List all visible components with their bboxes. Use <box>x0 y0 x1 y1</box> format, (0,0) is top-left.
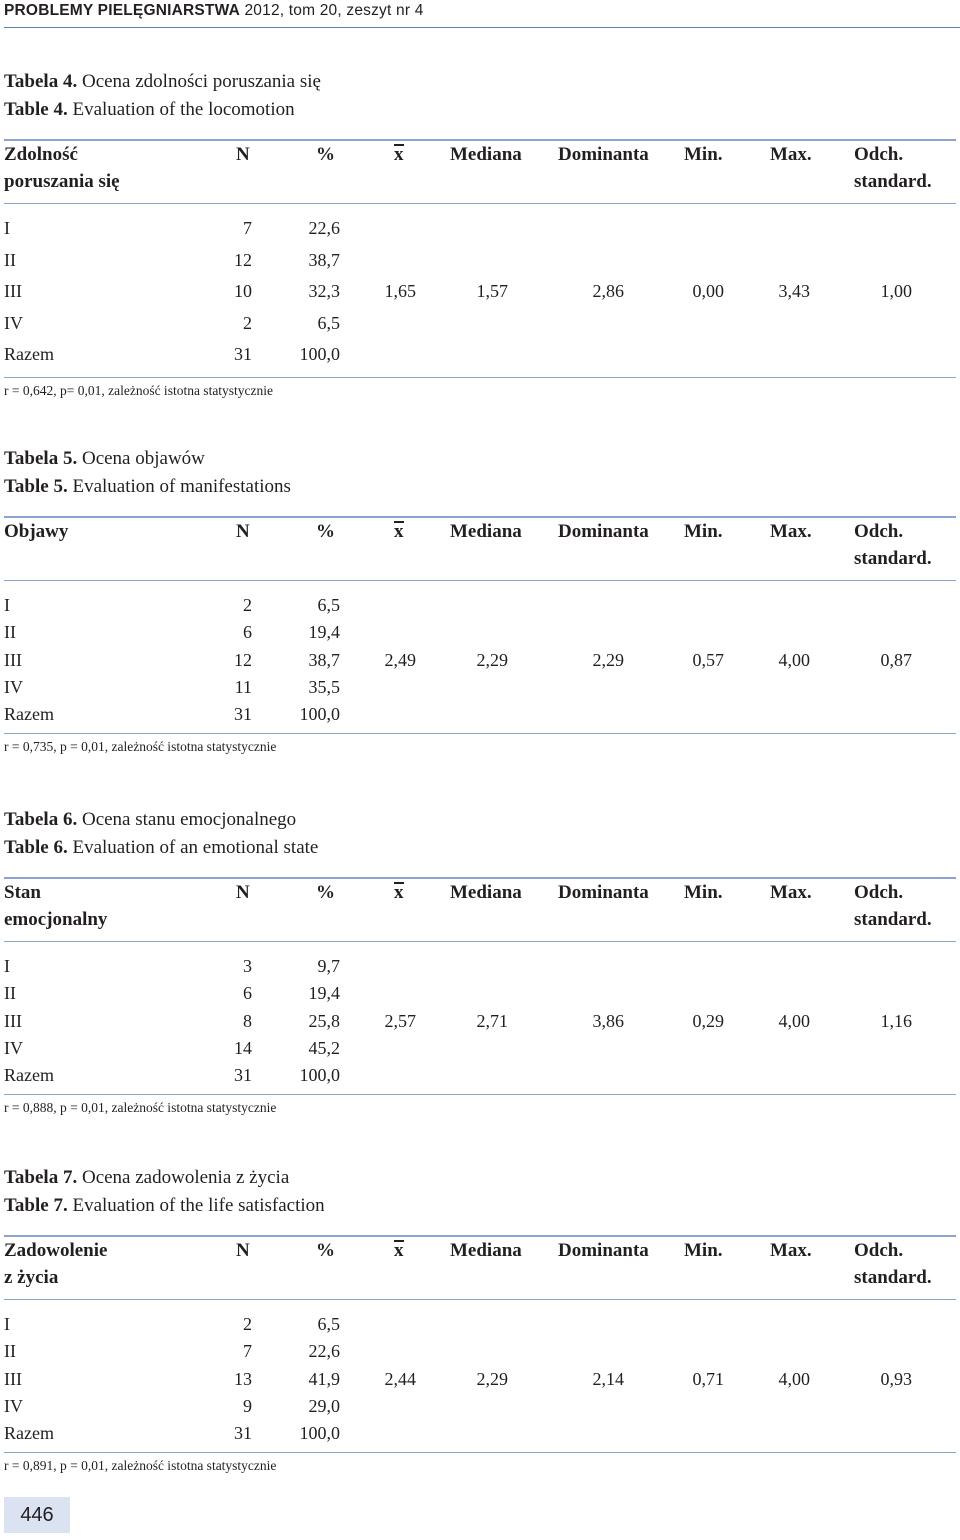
data-table <box>4 516 956 776</box>
row-n: 2 <box>243 595 252 615</box>
stat-median: 2,29 <box>476 649 508 670</box>
sd-header: Odch. <box>854 521 904 542</box>
table-note: r = 0,888, p = 0,01, zależność istotna statystycznie <box>4 1099 277 1115</box>
row-percent: 32,3 <box>308 281 340 301</box>
table-note: r = 0,891, p = 0,01, zależność istotna statystycznie <box>4 1457 277 1473</box>
table-title-en: Evaluation of manifestations <box>67 476 291 497</box>
row-category: Razem <box>4 704 54 725</box>
row-n: 7 <box>243 218 252 238</box>
dominanta-header: Dominanta <box>558 144 649 165</box>
table-rule <box>4 1299 956 1300</box>
mean-symbol: x <box>394 521 404 542</box>
mean-header <box>394 518 404 545</box>
stat-mode: 3,86 <box>592 1010 624 1031</box>
median-header: Mediana <box>450 1240 522 1261</box>
first-column-header-line2: z życia <box>4 1267 59 1288</box>
table-note: r = 0,642, p= 0,01, zależność istotna statystycznie <box>4 382 274 398</box>
n-header: N <box>236 521 250 542</box>
percent-header: % <box>316 1240 335 1261</box>
data-table <box>4 139 956 399</box>
row-category: III <box>4 649 22 670</box>
max-header: Max. <box>770 521 812 542</box>
row-percent: 6,5 <box>317 1314 340 1334</box>
row-category: III <box>4 1368 22 1389</box>
row-n: 2 <box>243 1314 252 1334</box>
percent-header: % <box>316 521 335 542</box>
row-n: 2 <box>243 312 252 333</box>
stat-min: 0,29 <box>692 1010 724 1031</box>
row-n: 10 <box>234 281 252 301</box>
journal-name: PROBLEMY PIELĘGNIARSTWA <box>4 2 240 19</box>
journal-issue: 2012, tom 20, zeszyt nr 4 <box>239 2 424 19</box>
row-category: IV <box>4 676 23 697</box>
row-percent: 6,5 <box>317 312 340 333</box>
min-header: Min. <box>684 144 723 165</box>
stat-min: 0,71 <box>692 1368 724 1389</box>
table-title-pl: Ocena objawów <box>77 448 205 469</box>
percent-header: % <box>316 144 335 165</box>
sd-header-line2: standard. <box>854 909 932 930</box>
table-title-pl: Ocena zdolności poruszania się <box>77 71 321 92</box>
median-header: Mediana <box>450 521 522 542</box>
min-header: Min. <box>684 521 723 542</box>
percent-header: % <box>316 882 335 903</box>
table-label-pl: Tabela 7. <box>4 1167 78 1188</box>
stat-mode: 2,86 <box>592 281 624 301</box>
row-n: 31 <box>234 1065 252 1086</box>
data-table <box>4 877 956 1137</box>
row-category: Razem <box>4 344 54 364</box>
row-percent: 19,4 <box>308 983 340 1004</box>
stat-sd: 1,00 <box>880 281 912 301</box>
stat-sd: 0,87 <box>880 649 912 670</box>
row-category: I <box>4 595 10 615</box>
row-percent: 35,5 <box>308 676 340 697</box>
table-label-pl: Tabela 5. <box>4 448 78 469</box>
table-title-pl: Ocena stanu emocjonalnego <box>77 809 297 830</box>
row-category: II <box>4 983 16 1004</box>
stat-median: 2,71 <box>476 1010 508 1031</box>
row-percent: 19,4 <box>308 622 340 643</box>
row-category: I <box>4 956 10 976</box>
first-column-header: Stan <box>4 882 41 903</box>
stat-mode: 2,14 <box>592 1368 624 1389</box>
n-header: N <box>236 144 250 165</box>
table-rule <box>4 1094 956 1095</box>
median-header: Mediana <box>450 882 522 903</box>
row-percent: 45,2 <box>308 1037 340 1058</box>
row-percent: 38,7 <box>308 649 340 670</box>
table-rule <box>4 377 956 378</box>
table-label-en: Table 7. <box>4 1195 68 1216</box>
row-n: 31 <box>234 1423 252 1444</box>
first-column-header: Objawy <box>4 521 69 542</box>
row-percent: 100,0 <box>299 344 340 364</box>
row-percent: 22,6 <box>308 218 340 238</box>
row-n: 8 <box>243 1010 252 1031</box>
row-n: 14 <box>234 1037 252 1058</box>
stat-mode: 2,29 <box>592 649 624 670</box>
mean-header <box>394 879 404 906</box>
row-n: 6 <box>243 622 252 643</box>
row-percent: 41,9 <box>308 1368 340 1389</box>
data-table <box>4 1235 956 1495</box>
table-rule <box>4 1452 956 1453</box>
mean-header <box>394 1237 404 1264</box>
table-caption <box>4 445 291 501</box>
table-caption <box>4 806 318 862</box>
row-category: Razem <box>4 1423 54 1444</box>
row-n: 31 <box>234 704 252 725</box>
mean-symbol: x <box>394 882 404 903</box>
row-category: IV <box>4 1395 23 1416</box>
table-rule <box>4 733 956 734</box>
sd-header: Odch. <box>854 144 904 165</box>
row-n: 6 <box>243 983 252 1004</box>
table-label-pl: Tabela 4. <box>4 71 78 92</box>
row-category: I <box>4 218 10 238</box>
row-category: IV <box>4 1037 23 1058</box>
first-column-header: Zdolność <box>4 144 78 165</box>
table-rule <box>4 203 956 204</box>
table-title-en: Evaluation of the life satisfaction <box>67 1195 325 1216</box>
row-n: 3 <box>243 956 252 976</box>
table-title-en: Evaluation of an emotional state <box>67 837 319 858</box>
row-category: IV <box>4 312 23 333</box>
sd-header-line2: standard. <box>854 171 932 192</box>
row-category: Razem <box>4 1065 54 1086</box>
row-percent: 9,7 <box>317 956 340 976</box>
row-n: 12 <box>234 249 252 270</box>
row-percent: 6,5 <box>317 595 340 615</box>
sd-header: Odch. <box>854 1240 904 1261</box>
stat-mean: 2,44 <box>384 1368 416 1389</box>
mean-symbol: x <box>394 144 404 165</box>
row-percent: 38,7 <box>308 249 340 270</box>
stat-max: 3,43 <box>778 281 810 301</box>
row-n: 12 <box>234 649 252 670</box>
table-caption <box>4 68 321 124</box>
stat-min: 0,57 <box>692 649 724 670</box>
stat-max: 4,00 <box>778 649 810 670</box>
running-head <box>4 2 424 20</box>
max-header: Max. <box>770 1240 812 1261</box>
n-header: N <box>236 1240 250 1261</box>
row-category: II <box>4 622 16 643</box>
row-category: I <box>4 1314 10 1334</box>
n-header: N <box>236 882 250 903</box>
row-n: 13 <box>234 1368 252 1389</box>
stat-mean: 2,49 <box>384 649 416 670</box>
table-label-en: Table 6. <box>4 837 68 858</box>
stat-max: 4,00 <box>778 1368 810 1389</box>
row-category: II <box>4 249 16 270</box>
dominanta-header: Dominanta <box>558 1240 649 1261</box>
max-header: Max. <box>770 882 812 903</box>
first-column-header-line2: emocjonalny <box>4 909 108 930</box>
table-note: r = 0,735, p = 0,01, zależność istotna statystycznie <box>4 738 277 754</box>
stat-mean: 2,57 <box>384 1010 416 1031</box>
row-percent: 25,8 <box>308 1010 340 1031</box>
min-header: Min. <box>684 882 723 903</box>
row-percent: 100,0 <box>299 704 340 725</box>
row-n: 9 <box>243 1395 252 1416</box>
row-n: 11 <box>234 676 252 697</box>
stat-sd: 1,16 <box>880 1010 912 1031</box>
row-n: 31 <box>234 344 252 364</box>
stat-median: 1,57 <box>476 281 508 301</box>
table-label-en: Table 5. <box>4 476 68 497</box>
page-number: 446 <box>4 1497 70 1533</box>
row-percent: 100,0 <box>299 1423 340 1444</box>
stat-mean: 1,65 <box>384 281 416 301</box>
min-header: Min. <box>684 1240 723 1261</box>
max-header: Max. <box>770 144 812 165</box>
row-percent: 100,0 <box>299 1065 340 1086</box>
row-n: 7 <box>243 1341 252 1362</box>
mean-symbol: x <box>394 1240 404 1261</box>
table-title-pl: Ocena zadowolenia z życia <box>77 1167 290 1188</box>
stat-min: 0,00 <box>692 281 724 301</box>
median-header: Mediana <box>450 144 522 165</box>
mean-header <box>394 141 404 168</box>
row-percent: 22,6 <box>308 1341 340 1362</box>
sd-header-line2: standard. <box>854 1267 932 1288</box>
table-title-en: Evaluation of the locomotion <box>67 99 295 120</box>
row-percent: 29,0 <box>308 1395 340 1416</box>
first-column-header-line2: poruszania się <box>4 171 120 192</box>
dominanta-header: Dominanta <box>558 882 649 903</box>
stat-sd: 0,93 <box>880 1368 912 1389</box>
table-rule <box>4 580 956 581</box>
row-category: III <box>4 281 22 301</box>
stat-max: 4,00 <box>778 1010 810 1031</box>
first-column-header: Zadowolenie <box>4 1240 108 1261</box>
table-label-en: Table 4. <box>4 99 68 120</box>
table-caption <box>4 1164 325 1220</box>
row-category: III <box>4 1010 22 1031</box>
sd-header-line2: standard. <box>854 548 932 569</box>
table-rule <box>4 941 956 942</box>
dominanta-header: Dominanta <box>558 521 649 542</box>
row-category: II <box>4 1341 16 1362</box>
table-label-pl: Tabela 6. <box>4 809 78 830</box>
sd-header: Odch. <box>854 882 904 903</box>
stat-median: 2,29 <box>476 1368 508 1389</box>
header-rule <box>4 27 960 28</box>
